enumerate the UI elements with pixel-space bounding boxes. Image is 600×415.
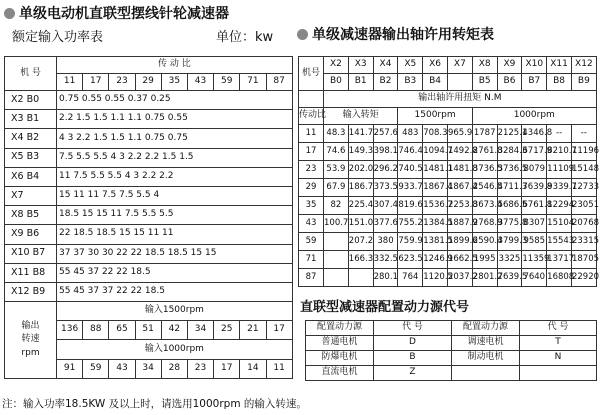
torque-cell: 9339.7 xyxy=(547,179,572,197)
torque-cell: 380 xyxy=(373,233,398,251)
model-cell: X4 B2 xyxy=(5,129,57,148)
model-top-cell: X9 xyxy=(497,57,522,74)
torque-cell: 2037.2 xyxy=(447,269,472,287)
torque-cell: -- xyxy=(547,125,572,143)
torque-cell: 18705 xyxy=(571,251,596,269)
torque-cell: 483 xyxy=(398,125,423,143)
left-title: 单级电动机直联型摆线针轮减速器 xyxy=(4,3,229,23)
speed-cell: 14 xyxy=(240,359,266,378)
model-cell: X2 B0 xyxy=(5,91,57,110)
speed-cell: 91 xyxy=(57,359,83,378)
model-cell: X7 xyxy=(5,186,57,205)
torque-cell: 257.6 xyxy=(373,125,398,143)
unit-label: 单位：kw xyxy=(216,30,274,45)
table-row xyxy=(5,167,293,186)
torque-cell: 1381.5 xyxy=(423,233,448,251)
model-top-cell: X8 xyxy=(472,57,497,74)
ratio-cell: 17 xyxy=(299,143,324,161)
power-header-cell: 代 号 xyxy=(520,321,597,336)
torque-cell: 202.0 xyxy=(348,161,373,179)
torque-cell: 1662.5 xyxy=(447,251,472,269)
torque-cell: 6717.9 xyxy=(522,143,547,161)
torque-cell: 746.4 xyxy=(398,143,423,161)
power-cell xyxy=(520,366,597,381)
speed-cell: 25 xyxy=(214,321,240,340)
model-top-cell: X6 xyxy=(423,57,448,74)
torque-cell: 2546.5 xyxy=(472,179,497,197)
torque-cell: 100.7 xyxy=(324,215,349,233)
torque-cell: 82 xyxy=(324,197,349,215)
model-cell: X8 B5 xyxy=(5,206,57,225)
torque-cell: 1867.4 xyxy=(423,179,448,197)
model-cell: X11 B8 xyxy=(5,263,57,282)
torque-cell: 151.0 xyxy=(348,215,373,233)
torque-cell: 11109 xyxy=(547,161,572,179)
output-speed-label xyxy=(5,302,57,379)
speed-cell: 11 xyxy=(266,359,292,378)
table-row xyxy=(299,197,597,215)
table-row xyxy=(299,251,597,269)
table-row xyxy=(299,233,597,251)
torque-cell: 7640 xyxy=(522,269,547,287)
table-row xyxy=(5,129,293,148)
table-row xyxy=(5,91,293,110)
speed-cell: 28 xyxy=(161,359,187,378)
table-row xyxy=(306,351,597,366)
torque-cell: 4346.8 xyxy=(522,125,547,143)
torque-cell: 1787 xyxy=(472,125,497,143)
speed-cell: 17 xyxy=(266,321,292,340)
input-1500-label: 输入1500rpm xyxy=(57,302,293,321)
model-bottom-cell: B3 xyxy=(398,74,423,91)
ratio-cell: 11 xyxy=(57,74,83,91)
torque-cell: 2761.8 xyxy=(472,143,497,161)
model-bottom-cell: B8 xyxy=(547,74,572,91)
power-values: 55 45 37 37 22 22 18.5 xyxy=(57,282,293,301)
table-row xyxy=(5,110,293,129)
power-cell: 调速电机 xyxy=(452,336,520,351)
torque-cell: 3284.3 xyxy=(497,143,522,161)
table-row xyxy=(299,215,597,233)
model-top-cell: X11 xyxy=(547,57,572,74)
model-top-cell: X3 xyxy=(348,57,373,74)
speed-cell: 43 xyxy=(109,359,135,378)
model-bottom-cell: B4 xyxy=(423,74,448,91)
torque-cell: 11196 xyxy=(571,143,596,161)
speed-cell: 34 xyxy=(187,321,213,340)
torque-cell: 740.5 xyxy=(398,161,423,179)
speed-cell: 21 xyxy=(240,321,266,340)
speed-cell: 88 xyxy=(83,321,109,340)
table-row xyxy=(5,186,293,205)
torque-cell: 1481.8 xyxy=(447,161,472,179)
torque-cell: 12733 xyxy=(571,179,596,197)
model-bottom-cell: B2 xyxy=(373,74,398,91)
torque-cell: 1481.1 xyxy=(423,161,448,179)
speed-cell: 17 xyxy=(214,359,240,378)
power-values: 15 11 11 7.5 7.5 5.5 4 xyxy=(57,186,293,205)
power-values: 55 45 37 22 22 18.5 xyxy=(57,263,293,282)
torque-cell: 280.1 xyxy=(373,269,398,287)
torque-cell: 2253.8 xyxy=(447,197,472,215)
torque-cell: 20768 xyxy=(571,215,596,233)
speed-label-line: rpm xyxy=(21,347,40,358)
torque-cell: 1492.8 xyxy=(447,143,472,161)
torque-cell: 7639.5 xyxy=(497,269,522,287)
table-row xyxy=(5,225,293,244)
bullet-icon xyxy=(297,29,308,40)
torque-cell xyxy=(324,251,349,269)
power-cell: D xyxy=(374,336,452,351)
torque-cell: 755.2 xyxy=(398,215,423,233)
torque-cell: 5686.5 xyxy=(497,197,522,215)
ratio-cell: 59 xyxy=(299,233,324,251)
torque-cell: 377.6 xyxy=(373,215,398,233)
input-1000-label: 输入1000rpm xyxy=(57,340,293,359)
torque-cell: 1995 xyxy=(472,251,497,269)
torque-cell: 708.3 xyxy=(423,125,448,143)
power-values: 2.2 1.5 1.5 1.1 1.1 0.75 0.55 xyxy=(57,110,293,129)
torque-cell: 1899.6 xyxy=(447,233,472,251)
torque-cell: 819.6 xyxy=(398,197,423,215)
speed-cell: 23 xyxy=(187,359,213,378)
model-top-cell: X10 xyxy=(522,57,547,74)
torque-cell: 3775.8 xyxy=(497,215,522,233)
ratio-cell: 23 xyxy=(109,74,135,91)
power-cell xyxy=(452,366,520,381)
torque-cell: 3736.5 xyxy=(497,161,522,179)
torque-cell: 2125.1 xyxy=(497,125,522,143)
torque-cell: 3325 xyxy=(497,251,522,269)
torque-cell: 1867.4 xyxy=(447,179,472,197)
torque-cell: 398.1 xyxy=(373,143,398,161)
torque-cell: 2801.2 xyxy=(472,269,497,287)
torque-cell: 48.3 xyxy=(324,125,349,143)
model-top-cell: X4 xyxy=(373,57,398,74)
torque-cell: 15148 xyxy=(571,161,596,179)
torque-cell: 13717 xyxy=(547,251,572,269)
model-top-cell: X12 xyxy=(571,57,596,74)
ratio-cell: 87 xyxy=(299,269,324,287)
power-values: 7.5 5.5 5.5 4 3 2.2 2.2 1.5 1.5 xyxy=(57,148,293,167)
model-top-cell: X5 xyxy=(398,57,423,74)
speed-cell: 65 xyxy=(109,321,135,340)
table-row xyxy=(5,148,293,167)
ratio-cell: 23 xyxy=(299,161,324,179)
power-values: 18.5 15 15 11 7.5 5.5 5.5 xyxy=(57,206,293,225)
torque-cell: 8210.7 xyxy=(547,143,572,161)
torque-cell: 166.3 xyxy=(348,251,373,269)
torque-cell: 3736.5 xyxy=(472,161,497,179)
speed-label-line: 输出 xyxy=(21,320,40,331)
torque-cell: 307.4 xyxy=(373,197,398,215)
power-cell: B xyxy=(374,351,452,366)
power-values: 37 37 30 30 22 22 18.5 18.5 15 15 xyxy=(57,244,293,263)
ratio-cell: 43 xyxy=(299,215,324,233)
torque-cell: 186.7 xyxy=(348,179,373,197)
torque-table xyxy=(298,56,600,287)
ratio-cell: 71 xyxy=(299,251,324,269)
model-cell: X3 B1 xyxy=(5,110,57,129)
ratio-cell: 59 xyxy=(214,74,240,91)
model-bottom-cell: B9 xyxy=(571,74,596,91)
table-row xyxy=(306,366,597,381)
power-source-title: 直联型减速器配置动力源代号 xyxy=(300,300,470,315)
power-source-table xyxy=(305,320,597,381)
torque-cell: 1384.5 xyxy=(423,215,448,233)
power-header-cell: 配置动力源 xyxy=(452,321,520,336)
power-values: 22 18.5 18.5 15 15 11 11 xyxy=(57,225,293,244)
model-bottom-cell: B6 xyxy=(497,74,522,91)
torque-cell: 623.5 xyxy=(398,251,423,269)
left-subtitle: 额定输入功率表 xyxy=(12,30,104,45)
ratio-cell: 43 xyxy=(187,74,213,91)
ratio-cell: 29 xyxy=(299,179,324,197)
ratio-label: 传动比 xyxy=(299,108,324,125)
torque-cell: 759.9 xyxy=(398,233,423,251)
table-row xyxy=(299,179,597,197)
torque-cell: 1887.9 xyxy=(447,215,472,233)
torque-cell: 141.7 xyxy=(348,125,373,143)
input-torque-label: 输入转矩 xyxy=(324,108,398,125)
speed-cell: 42 xyxy=(161,321,187,340)
model-cell: X5 B3 xyxy=(5,148,57,167)
torque-cell: 3673.4 xyxy=(472,197,497,215)
speed-cell: 51 xyxy=(135,321,161,340)
torque-cell: 74.6 xyxy=(324,143,349,161)
ratio-cell: 11 xyxy=(299,125,324,143)
torque-cell: 23051 xyxy=(571,197,596,215)
speed-label-line: 转速 xyxy=(21,334,40,345)
torque-cell: 8307 xyxy=(522,215,547,233)
ratio-cell: 71 xyxy=(240,74,266,91)
torque-cell: 373.5 xyxy=(373,179,398,197)
torque-cell xyxy=(324,269,349,287)
torque-cell: 296.2 xyxy=(373,161,398,179)
model-header: 机 号 xyxy=(5,57,57,91)
torque-cell: 4711.3 xyxy=(497,179,522,197)
torque-cell: 207.2 xyxy=(348,233,373,251)
torque-cell: 12294 xyxy=(547,197,572,215)
torque-cell xyxy=(324,233,349,251)
ratio-cell: 29 xyxy=(135,74,161,91)
power-header-cell: 配置动力源 xyxy=(306,321,374,336)
model-cell: X6 B4 xyxy=(5,167,57,186)
torque-cell: 3799.3 xyxy=(497,233,522,251)
model-bottom-cell: B5 xyxy=(472,74,497,91)
input-power-table xyxy=(4,56,293,379)
model-bottom-cell: B1 xyxy=(348,74,373,91)
model-bottom-cell xyxy=(447,74,472,91)
torque-cell: 53.9 xyxy=(324,161,349,179)
torque-cell: 7639.8 xyxy=(522,179,547,197)
speed-1000-label: 1000rpm xyxy=(472,108,596,125)
speed-1500-label: 1500rpm xyxy=(398,108,472,125)
torque-cell: 149.3 xyxy=(348,143,373,161)
speed-cell: 34 xyxy=(135,359,161,378)
power-cell: Z xyxy=(374,366,452,381)
bullet-icon xyxy=(4,8,15,19)
power-cell: 防爆电机 xyxy=(306,351,374,366)
torque-cell: 225.4 xyxy=(348,197,373,215)
torque-cell: 1094.7 xyxy=(423,143,448,161)
torque-cell: 2590.4 xyxy=(472,233,497,251)
ratio-header: 传 动 比 xyxy=(57,57,293,74)
ratio-cell: 17 xyxy=(83,74,109,91)
table-row xyxy=(306,336,597,351)
torque-cell: 22920 xyxy=(571,269,596,287)
torque-cell xyxy=(348,269,373,287)
power-cell: 直流电机 xyxy=(306,366,374,381)
power-values: 11 7.5 5.5 5.5 4 3 2.2 2.2 xyxy=(57,167,293,186)
torque-cell: 1246.9 xyxy=(423,251,448,269)
table-row xyxy=(299,125,597,143)
torque-cell: 67.9 xyxy=(324,179,349,197)
table-row xyxy=(5,282,293,301)
power-values: 4 3 2.2 1.5 1.5 1.1 0.75 0.75 xyxy=(57,129,293,148)
torque-cell: 23315 xyxy=(571,233,596,251)
model-top-cell: X2 xyxy=(324,57,349,74)
power-cell: T xyxy=(520,336,597,351)
model-cell: X9 B6 xyxy=(5,225,57,244)
power-values: 0.75 0.55 0.55 0.37 0.25 xyxy=(57,91,293,110)
ratio-cell: 87 xyxy=(266,74,292,91)
model-cell: X12 B9 xyxy=(5,282,57,301)
torque-cell: 8079 xyxy=(522,161,547,179)
footnote: 注：输入功率18.5KW 及以上时，请选用1000rpm 的输入转速。 xyxy=(2,398,307,410)
torque-cell: 332.5 xyxy=(373,251,398,269)
power-header-cell: 代 号 xyxy=(374,321,452,336)
torque-cell: 2768.9 xyxy=(472,215,497,233)
model-top-cell: X7 xyxy=(447,57,472,74)
ratio-cell: 35 xyxy=(161,74,187,91)
torque-cell: 15543 xyxy=(547,233,572,251)
model-bottom-cell: B7 xyxy=(522,74,547,91)
torque-cell: 15104 xyxy=(547,215,572,233)
torque-cell: 16808 xyxy=(547,269,572,287)
torque-cell: 1536.7 xyxy=(423,197,448,215)
torque-label: 输出轴许用扭矩 N.M xyxy=(324,91,597,108)
table-row xyxy=(299,143,597,161)
torque-cell: -- xyxy=(571,125,596,143)
torque-cell: 11359 xyxy=(522,251,547,269)
power-cell: N xyxy=(520,351,597,366)
table-row xyxy=(5,206,293,225)
model-header: 机号 xyxy=(299,57,324,91)
table-row xyxy=(5,244,293,263)
torque-cell: 764 xyxy=(398,269,423,287)
power-cell: 制动电机 xyxy=(452,351,520,366)
torque-cell: 6761.8 xyxy=(522,197,547,215)
torque-cell: 1120.5 xyxy=(423,269,448,287)
torque-cell: 9585 xyxy=(522,233,547,251)
torque-cell: 965.9 xyxy=(447,125,472,143)
table-row xyxy=(299,161,597,179)
model-bottom-cell: B0 xyxy=(324,74,349,91)
model-cell: X10 B7 xyxy=(5,244,57,263)
torque-cell: 933.7 xyxy=(398,179,423,197)
table-row xyxy=(299,269,597,287)
power-cell: 普通电机 xyxy=(306,336,374,351)
speed-cell: 136 xyxy=(57,321,83,340)
speed-cell: 59 xyxy=(83,359,109,378)
table-row xyxy=(5,263,293,282)
right-title: 单级减速器输出轴许用转矩表 xyxy=(297,24,494,44)
ratio-cell: 35 xyxy=(299,197,324,215)
